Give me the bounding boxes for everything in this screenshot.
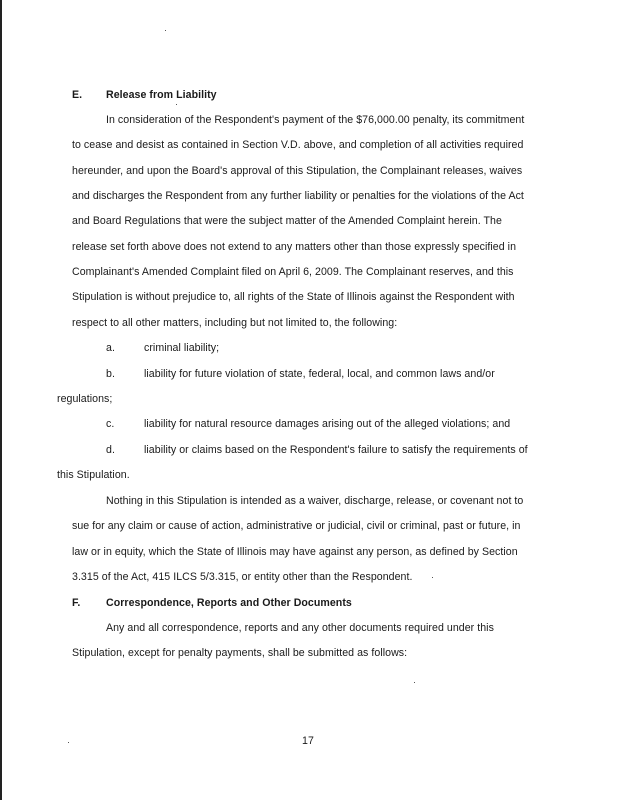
list-item-continuation: this Stipulation. bbox=[57, 469, 130, 481]
scan-edge bbox=[0, 0, 2, 800]
page-number: 17 bbox=[302, 735, 314, 747]
paragraph-line: release set forth above does not extend to any matters other than those expressly specified in bbox=[72, 241, 517, 253]
section-f-letter: F. bbox=[72, 597, 81, 609]
paragraph-line: and discharges the Respondent from any further liability or penalties for the violations of the Act bbox=[72, 190, 524, 202]
scan-speck bbox=[432, 577, 433, 578]
paragraph-line: Stipulation is without prejudice to, all rights of the State of Illinois against the Respondent with bbox=[72, 291, 515, 303]
list-marker: b. bbox=[106, 368, 115, 380]
paragraph-line: respect to all other matters, including but not limited to, the following: bbox=[72, 317, 398, 329]
scan-speck bbox=[414, 682, 415, 683]
list-marker: c. bbox=[106, 418, 115, 430]
list-item: criminal liability; bbox=[144, 342, 220, 354]
list-item: liability for future violation of state, federal, local, and common laws and/or bbox=[144, 368, 495, 380]
paragraph-line: Any and all correspondence, reports and any other documents required under this bbox=[106, 622, 494, 634]
scan-speck bbox=[165, 30, 166, 31]
scan-speck bbox=[176, 104, 177, 105]
paragraph-line: and Board Regulations that were the subject matter of the Amended Complaint herein. The bbox=[72, 215, 502, 227]
paragraph-line: law or in equity, which the State of Illinois may have against any person, as defined by Section bbox=[72, 546, 518, 558]
list-marker: d. bbox=[106, 444, 115, 456]
section-e-letter: E. bbox=[72, 89, 83, 101]
paragraph-line: 3.315 of the Act, 415 ILCS 5/3.315, or entity other than the Respondent. bbox=[72, 571, 413, 583]
paragraph-line: Complainant's Amended Complaint filed on April 6, 2009. The Complainant reserves, and this bbox=[72, 266, 514, 278]
list-item-continuation: regulations; bbox=[57, 393, 113, 405]
list-item: liability for natural resource damages arising out of the alleged violations; and bbox=[144, 418, 511, 430]
list-item: liability or claims based on the Respondent's failure to satisfy the requirements of bbox=[144, 444, 528, 456]
section-f-heading: Correspondence, Reports and Other Documents bbox=[106, 597, 352, 609]
paragraph-line: Stipulation, except for penalty payments, shall be submitted as follows: bbox=[72, 647, 408, 659]
paragraph-line: Nothing in this Stipulation is intended as a waiver, discharge, release, or covenant not to bbox=[106, 495, 524, 507]
paragraph-line: to cease and desist as contained in Section V.D. above, and completion of all activities required bbox=[72, 139, 524, 151]
list-marker: a. bbox=[106, 342, 115, 354]
section-e-heading: Release from Liability bbox=[106, 89, 217, 101]
paragraph-line: hereunder, and upon the Board's approval of this Stipulation, the Complainant releases, waives bbox=[72, 165, 523, 177]
scan-speck bbox=[68, 742, 69, 743]
paragraph-line: sue for any claim or cause of action, administrative or judicial, civil or criminal, past or future, in bbox=[72, 520, 521, 532]
paragraph-line: In consideration of the Respondent's payment of the $76,000.00 penalty, its commitment bbox=[106, 114, 525, 126]
